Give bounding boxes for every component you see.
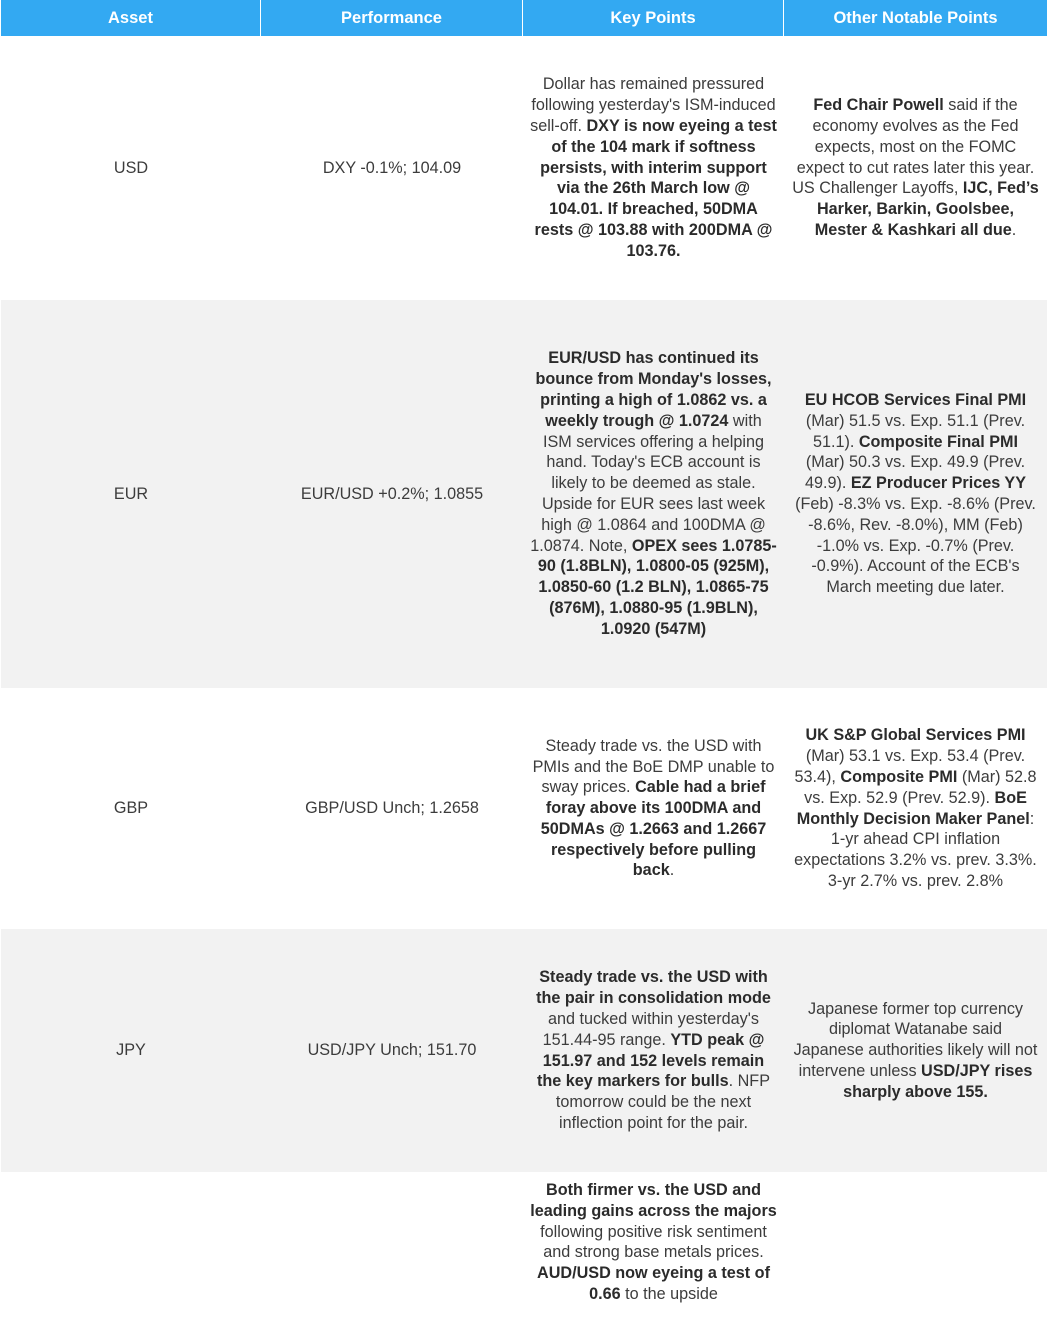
bold-text-segment: Steady trade vs. the USD with the pair in consolidation mode bbox=[536, 968, 771, 1008]
table-header-row bbox=[1, 0, 1047, 36]
other-points-cell bbox=[784, 688, 1047, 929]
table-row-aud-nzd bbox=[1, 1172, 1047, 1339]
other-points-cell bbox=[784, 1172, 1047, 1339]
bold-text-segment: OPEX sees 1.0785-90 (1.8BLN), 1.0800-05 (925M), 1.0850-60 (1.2 BLN), 1.0865-75 (876M), 1.0880-95 (1.9BLN), 1.0920 (547M) bbox=[537, 536, 777, 638]
bold-text-segment: Composite PMI bbox=[840, 767, 958, 786]
asset-cell: EUR bbox=[1, 300, 261, 688]
text-segment: Steady trade vs. the USD with PMIs and the BoE DMP unable to sway prices. bbox=[532, 736, 775, 797]
text-segment: . bbox=[669, 861, 675, 880]
text-segment: Dollar has remained pressured following yesterday's ISM-induced sell-off. bbox=[530, 75, 776, 135]
other-points-cell bbox=[784, 300, 1047, 688]
header-key-points: Key Points bbox=[523, 0, 784, 36]
header-asset: Asset bbox=[1, 0, 261, 36]
bold-text-segment: Fed Chair Powell bbox=[813, 96, 944, 115]
text-segment: and tucked within yesterday's 151.44-95 range. bbox=[542, 1009, 759, 1049]
key-points-cell bbox=[523, 300, 784, 688]
performance-cell bbox=[261, 1172, 523, 1339]
bold-text-segment: AUD/USD now eyeing a test of 0.66 bbox=[537, 1264, 770, 1303]
performance-cell: DXY -0.1%; 104.09 bbox=[322, 158, 462, 177]
fx-summary-table bbox=[1, 0, 1047, 1339]
text-segment: : 1-yr ahead CPI inflation expectations 3.2% vs. prev. 3.3%. 3-yr 2.7% vs. prev. 2.8% bbox=[794, 809, 1037, 890]
text-segment: Japanese former top currency diplomat Watanabe said Japanese authorities likely will not intervene unless bbox=[793, 999, 1038, 1080]
table-row-eur bbox=[1, 300, 1047, 688]
bold-text-segment: BoE Monthly Decision Maker Panel bbox=[796, 788, 1030, 828]
key-points-cell bbox=[523, 36, 784, 300]
asset-cell: USD bbox=[113, 158, 149, 177]
bold-text-segment: Cable had a brief foray above its 100DMA and 50DMAs @ 1.2663 and 1.2667 respectively before pulling back bbox=[540, 778, 767, 880]
text-segment: said if the economy evolves as the Fed expects, most on the FOMC expect to cut rates later this year. US Challenger Layoffs, bbox=[792, 96, 1035, 198]
text-segment: (Feb) -8.3% vs. Exp. -8.6% (Prev. -8.6%, Rev. -8.0%), MM (Feb) -1.0% vs. Exp. -0.7% (Prev. -0.9%). Account of the ECB's March meeting due later. bbox=[795, 495, 1036, 597]
header-performance: Performance bbox=[261, 0, 523, 36]
performance-cell: EUR/USD +0.2%; 1.0855 bbox=[261, 300, 523, 688]
table-row-jpy bbox=[1, 929, 1047, 1172]
text-segment: following positive risk sentiment and strong base metals prices. bbox=[540, 1222, 767, 1262]
key-points-cell bbox=[523, 688, 784, 929]
asset-cell: JPY bbox=[1, 929, 261, 1172]
other-points-cell bbox=[784, 929, 1047, 1172]
bold-text-segment: USD/JPY rises sharply above 155. bbox=[843, 1061, 1033, 1101]
key-points-cell bbox=[523, 1172, 784, 1339]
text-segment: (Mar) 53.1 vs. Exp. 53.4 (Prev. 53.4), bbox=[794, 747, 1026, 786]
text-segment: (Mar) 52.8 vs. Exp. 52.9 (Prev. 52.9). bbox=[804, 767, 1037, 807]
text-segment: (Mar) 50.3 vs. Exp. 49.9 (Prev. 49.9). bbox=[804, 453, 1026, 493]
text-segment: . bbox=[1011, 220, 1017, 239]
bold-text-segment: YTD peak @ 151.97 and 152 levels remain the key markers for bulls bbox=[536, 1030, 765, 1091]
bold-text-segment: EUR/USD has continued its bounce from Monday's losses, printing a high of 1.0862 vs. a weekly trough @ 1.0724 bbox=[535, 349, 772, 430]
asset-cell: GBP bbox=[113, 799, 149, 818]
bold-text-segment: DXY is now eyeing a test of the 104 mark if softness persists, with interim support via the 26th March low @ 104.01. If breached, 50DMA rests @ 103.88 with 200DMA @ 103.76. bbox=[534, 117, 777, 260]
bold-text-segment: EU HCOB Services Final PMI bbox=[804, 391, 1027, 410]
text-segment: (Mar) 51.5 vs. Exp. 51.1 (Prev. 51.1). bbox=[805, 411, 1026, 451]
text-segment: with ISM services offering a helping hand. Today's ECB account is likely to be deemed as stale. Upside for EUR sees last week high @ 1.0864 and 100DMA @ 1.0874. Note, bbox=[530, 411, 766, 555]
header-other-notable-points: Other Notable Points bbox=[784, 0, 1047, 36]
bold-text-segment: IJC, Fed’s Harker, Barkin, Goolsbee, Mester & Kashkari all due bbox=[814, 179, 1039, 239]
table-row-gbp bbox=[1, 688, 1047, 929]
bold-text-segment: EZ Producer Prices YY bbox=[850, 474, 1027, 493]
bold-text-segment: Both firmer vs. the USD and leading gains across the majors bbox=[530, 1181, 777, 1220]
performance-cell: USD/JPY Unch; 151.70 bbox=[261, 929, 523, 1172]
performance-cell: GBP/USD Unch; 1.2658 bbox=[305, 799, 479, 818]
text-segment: to the upside bbox=[620, 1284, 718, 1303]
asset-cell bbox=[1, 1172, 261, 1339]
bold-text-segment: UK S&P Global Services PMI bbox=[805, 726, 1026, 745]
other-points-cell bbox=[784, 36, 1047, 300]
bold-text-segment: Composite Final PMI bbox=[858, 432, 1019, 451]
text-segment: . NFP tomorrow could be the next inflection point for the pair. bbox=[555, 1072, 770, 1132]
table-row-usd bbox=[1, 36, 1047, 300]
key-points-cell bbox=[523, 929, 784, 1172]
